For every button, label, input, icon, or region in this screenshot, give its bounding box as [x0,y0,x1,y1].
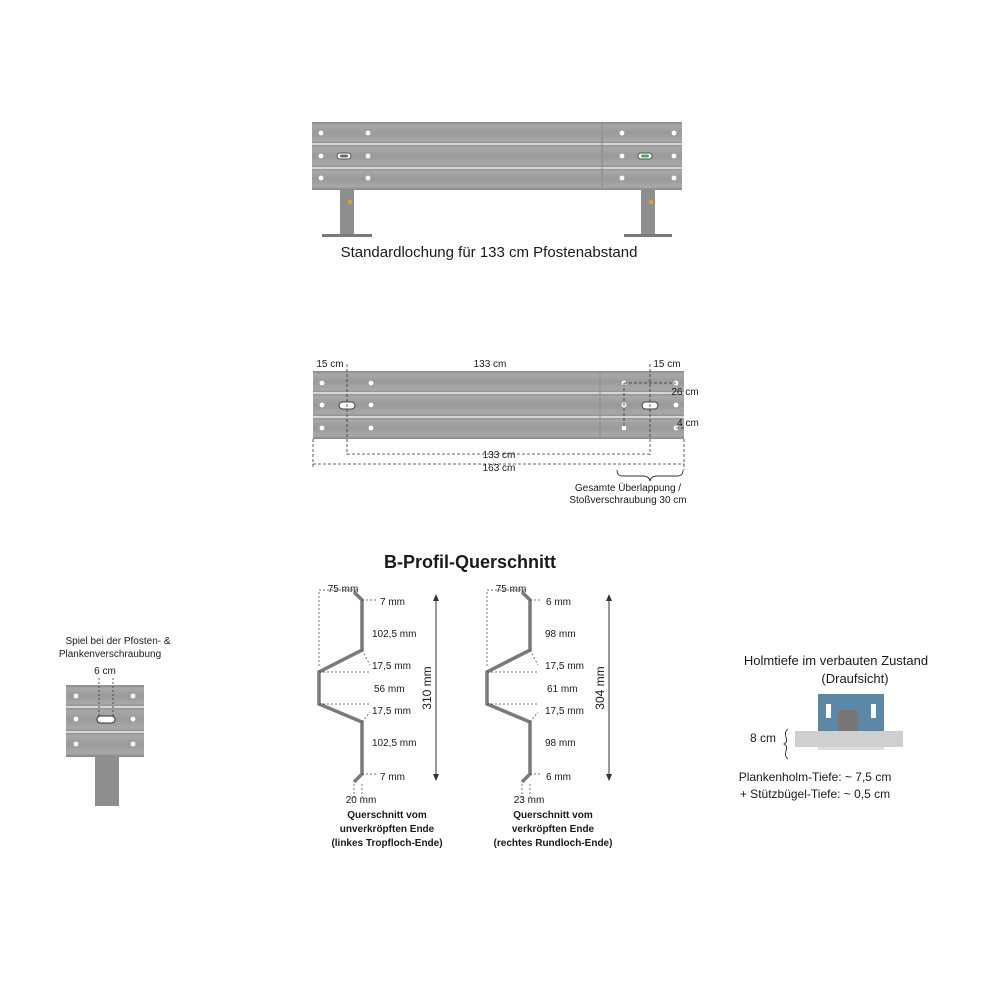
left-seg7: 7 mm [380,772,405,783]
dim-4cm: 4 cm [677,418,699,429]
right-top-width: 75 mm [495,584,527,595]
play-label-line1: Spiel bei der Pfosten- & [65,636,171,647]
right-caption-line3: (rechtes Rundloch-Ende) [493,838,613,849]
top-rail [312,122,682,190]
depth-label: 8 cm [749,731,777,745]
dim-left-offset: 15 cm [316,359,344,370]
profile-right-shape [487,592,530,782]
dim-total-length: 163 cm [482,463,516,474]
left-seg6: 102,5 mm [372,738,417,749]
dim-right-offset: 15 cm [653,359,681,370]
left-seg1: 7 mm [380,597,405,608]
profile-title: B-Profil-Querschnitt [383,552,557,572]
right-caption-line1: Querschnitt vom [513,810,593,821]
dim-spacing-top: 133 cm [473,359,507,370]
right-seg5: 17,5 mm [545,706,584,717]
right-seg3: 17,5 mm [545,661,584,672]
left-caption-line3: (linkes Tropfloch-Ende) [331,838,443,849]
top-rail-view [312,122,682,261]
play-detail [59,636,171,806]
rail-top-view [795,731,903,747]
overlap-label-line1: Gesamte Überlappung / [574,483,682,494]
b-profile-section [319,552,612,849]
top-post-right [624,190,672,237]
left-top-width: 75 mm [327,584,359,595]
overlap-label-line2: Stoßverschraubung 30 cm [569,495,687,506]
top-caption: Standardlochung für 133 cm Pfostenabstand [340,244,638,261]
depth-title-line2: (Draufsicht) [821,671,889,686]
right-seg4: 61 mm [547,684,578,695]
right-caption-line2: verkröpften Ende [511,824,595,835]
right-seg2: 98 mm [545,629,576,640]
play-post [95,757,119,806]
middle-rail-view [313,359,699,506]
depth-title-line1: Holmtiefe im verbauten Zustand [743,653,929,668]
left-seg3: 17,5 mm [372,661,411,672]
profile-left-shape [319,592,362,782]
dim-spacing-bottom: 133 cm [482,450,516,461]
right-seg1: 6 mm [546,597,571,608]
left-caption-line1: Querschnitt vom [347,810,427,821]
left-seg4: 56 mm [374,684,405,695]
profile-left [319,584,443,849]
right-seg6: 98 mm [545,738,576,749]
left-total: 310 mm [420,666,434,710]
profile-right [487,584,612,849]
depth-view [739,653,928,801]
left-seg2: 102,5 mm [372,629,417,640]
depth-brace [784,729,788,759]
play-width-label: 6 cm [94,666,116,677]
left-seg5: 17,5 mm [372,706,411,717]
right-seg7: 6 mm [546,772,571,783]
dim-26cm: 26 cm [671,387,699,398]
depth-note-line2: + Stützbügel-Tiefe: ~ 0,5 cm [739,787,891,801]
left-caption-line2: unverkröpften Ende [339,824,435,835]
right-bottom-width: 23 mm [513,795,545,806]
play-label-line2: Plankenverschraubung [58,649,162,660]
middle-rail [313,371,684,439]
top-post-left [322,190,372,237]
right-total: 304 mm [593,666,607,710]
overlap-brace [617,470,683,481]
depth-note-line1: Plankenholm-Tiefe: ~ 7,5 cm [738,770,892,784]
left-bottom-width: 20 mm [345,795,377,806]
